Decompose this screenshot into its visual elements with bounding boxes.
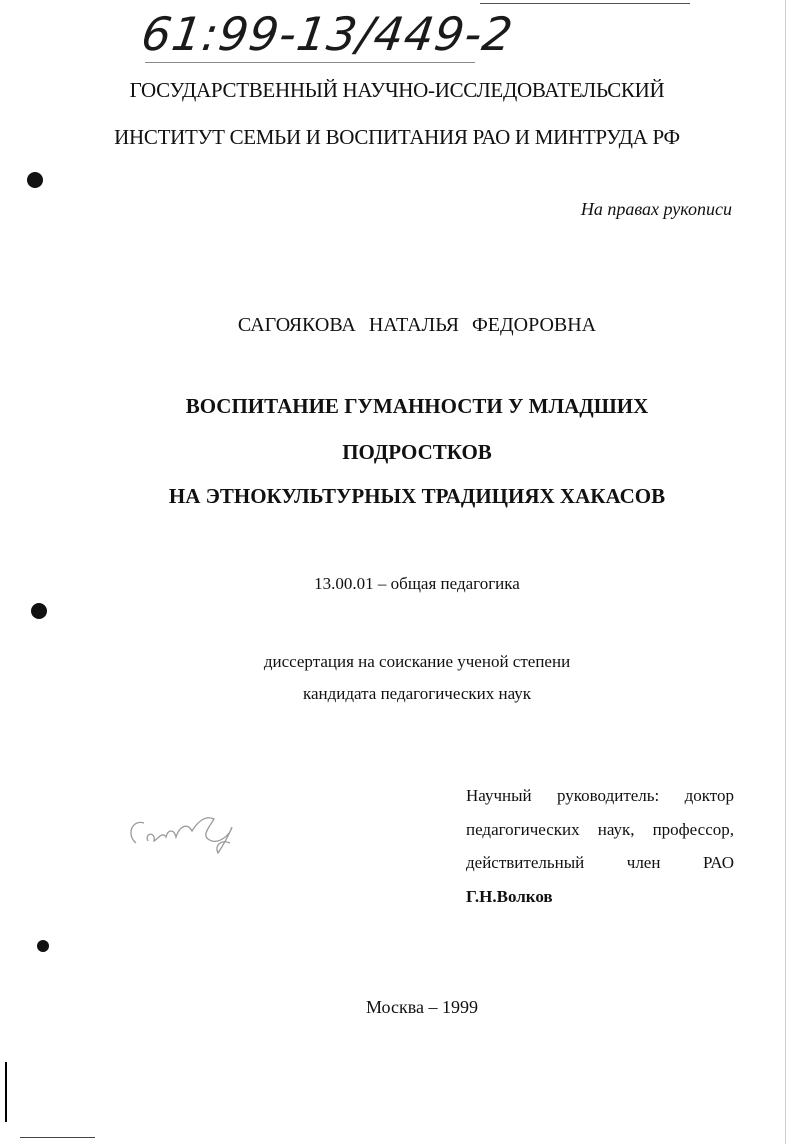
advisor-name: Г.Н.Волков [466,887,553,906]
bottom-scan-line [20,1137,95,1138]
specialty: 13.00.01 – общая педагогика [314,574,520,593]
binding-hole-3 [37,940,49,952]
left-edge-line [5,1062,7,1122]
author-name: САГОЯКОВА НАТАЛЬЯ ФЕДОРОВНА [237,314,597,336]
signature-scribble [122,795,252,865]
advisor-line-1: Научный руководитель: доктор [466,786,734,805]
right-edge-line [785,0,786,1144]
manuscript-rights: На правах рукописи [580,199,732,219]
institute-line-2: ИНСТИТУТ СЕМЬИ И ВОСПИТАНИЯ РАО И МИНТРУДА РФ [114,125,680,149]
degree-line-2: кандидата педагогических наук [302,684,532,703]
institute-line-1: ГОСУДАРСТВЕННЫЙ НАУЧНО-ИССЛЕДОВАТЕЛЬСКИЙ [129,78,665,102]
top-scan-line [480,3,690,4]
degree-line-1: диссертация на соискание ученой степени [263,652,571,671]
registry-underline [145,62,475,63]
title-line-3: НА ЭТНОКУЛЬТУРНЫХ ТРАДИЦИЯХ ХАКАСОВ [168,484,666,508]
advisor-line-3: действительный член РАО [466,853,734,872]
binding-hole-1 [27,172,43,188]
title-line-1: ВОСПИТАНИЕ ГУМАННОСТИ У МЛАДШИХ [185,394,649,418]
title-line-2: ПОДРОСТКОВ [342,440,492,464]
binding-hole-2 [31,603,47,619]
advisor-line-2: педагогических наук, профессор, [466,820,734,839]
registry-number: 61:99-13/449-2 [138,7,517,61]
city-year: Москва – 1999 [366,997,478,1017]
advisor-block [466,786,734,916]
